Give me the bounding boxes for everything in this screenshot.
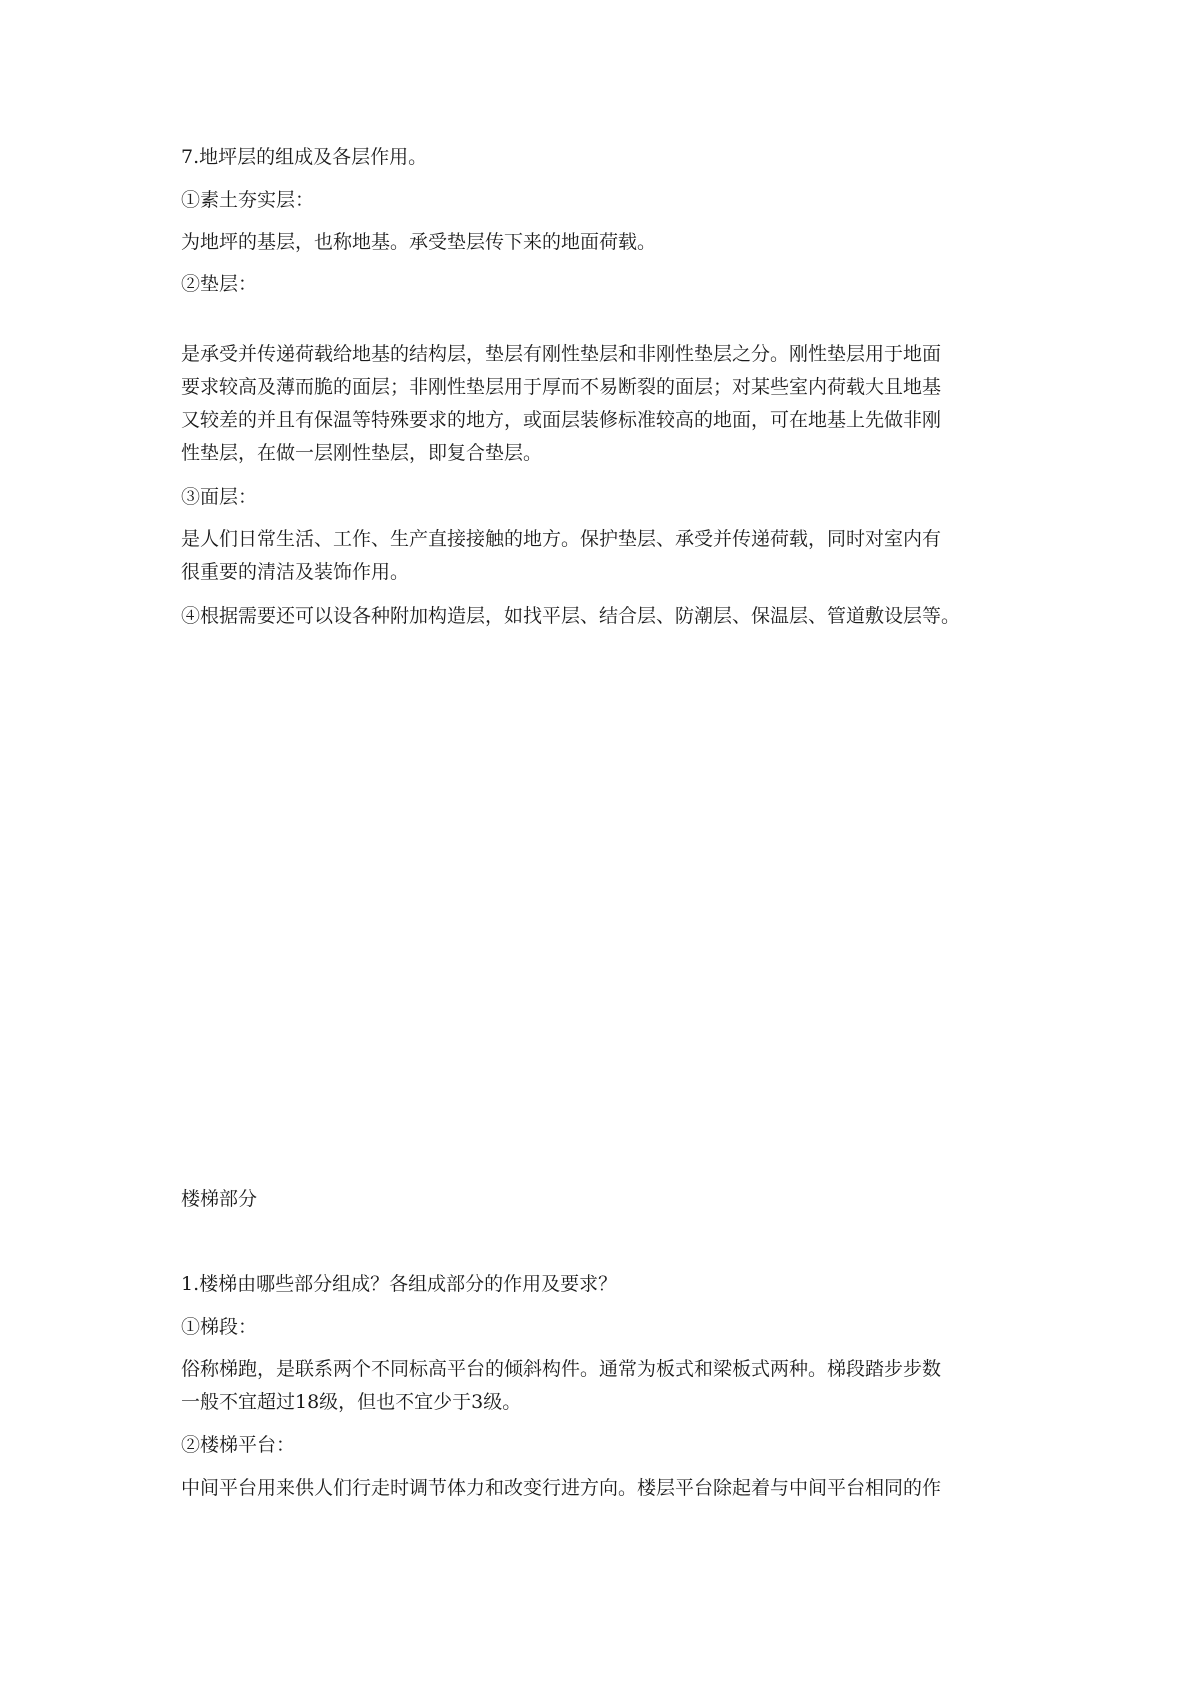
item-text-cushion-line-4: 性垫层，在做一层刚性垫层，即复合垫层。 [181, 442, 543, 464]
item-title-soil-layer: ①素土夯实层： [181, 189, 315, 211]
item-text-cushion-line-2: 要求较高及薄而脆的面层；非刚性垫层用于厚而不易断裂的面层；对某些室内荷载大且地基 [181, 376, 942, 398]
question-stairs-components: 1.楼梯由哪些部分组成？各组成部分的作用及要求？ [181, 1273, 618, 1295]
item-text-additional-layers: ④根据需要还可以设各种附加构造层，如找平层、结合层、防潮层、保温层、管道敷设层等。 [181, 605, 961, 627]
section-title-stairs: 楼梯部分 [181, 1188, 258, 1210]
item-title-surface-layer: ③面层： [181, 486, 258, 508]
item-text-stair-flight-line-1: 俗称梯跑，是联系两个不同标高平台的倾斜构件。通常为板式和梁板式两种。梯段踏步步数 [181, 1358, 942, 1380]
item-title-stair-landing: ②楼梯平台： [181, 1434, 296, 1456]
item-text-cushion-line-1: 是承受并传递荷载给地基的结构层，垫层有刚性垫层和非刚性垫层之分。刚性垫层用于地面 [181, 343, 942, 365]
item-title-stair-flight: ①梯段： [181, 1316, 258, 1338]
section-heading: 7.地坪层的组成及各层作用。 [181, 146, 428, 168]
item-text-stair-flight-line-2: 一般不宜超过18级，但也不宜少于3级。 [181, 1391, 522, 1413]
item-text-surface-line-1: 是人们日常生活、工作、生产直接接触的地方。保护垫层、承受并传递荷载，同时对室内有 [181, 528, 942, 550]
item-text-soil-layer: 为地坪的基层，也称地基。承受垫层传下来的地面荷载。 [181, 231, 657, 253]
item-text-stair-landing-line-1: 中间平台用来供人们行走时调节体力和改变行进方向。楼层平台除起着与中间平台相同的作 [181, 1477, 942, 1499]
item-text-cushion-line-3: 又较差的并且有保温等特殊要求的地方，或面层装修标准较高的地面，可在地基上先做非刚 [181, 409, 942, 431]
item-text-surface-line-2: 很重要的清洁及装饰作用。 [181, 561, 410, 583]
item-title-cushion-layer: ②垫层： [181, 273, 258, 295]
